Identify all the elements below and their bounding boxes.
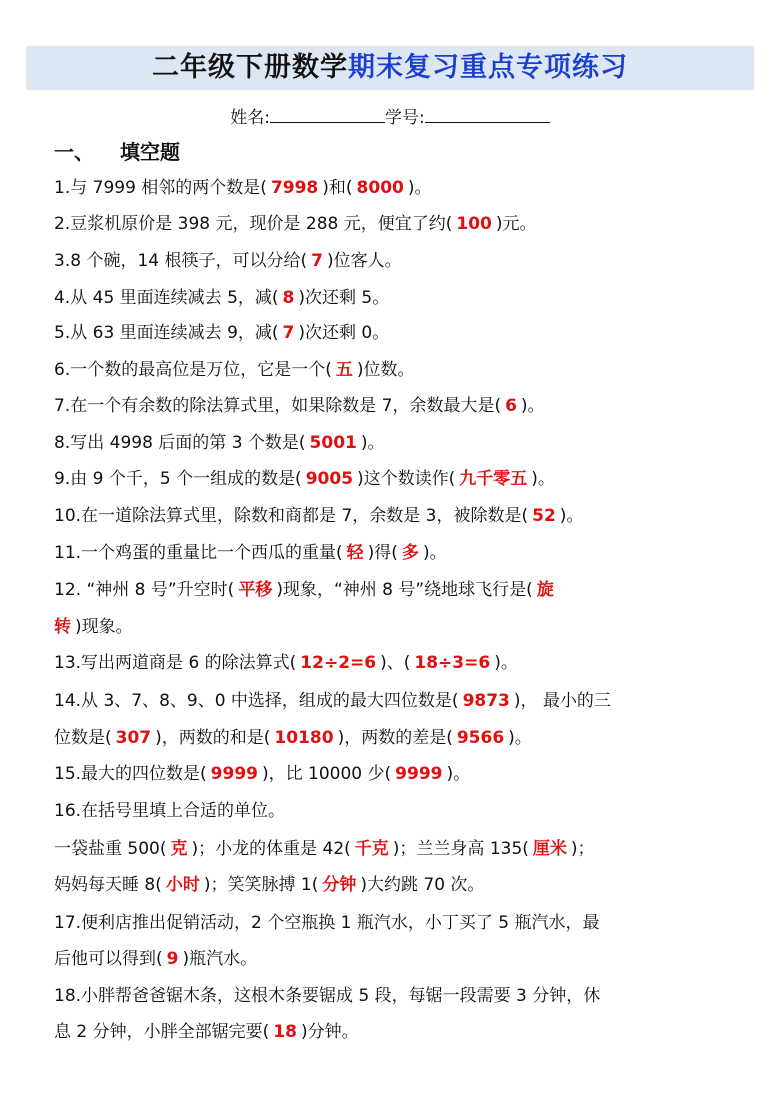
- q18-text-a: 18.小胖帮爸爸锯木条，这根木条要锯成 5 段，每锯一段需要 3 分钟，休: [54, 986, 601, 1006]
- q16-text-l1d: )；: [570, 839, 595, 859]
- q14-answer-4: 9566: [456, 728, 505, 748]
- q8-text-b: )。: [360, 433, 385, 453]
- question-9: [54, 466, 730, 492]
- question-18-line-1: [54, 983, 730, 1009]
- q15-text-b: )，比 10000 少(: [262, 764, 392, 784]
- question-12-line-2: [54, 614, 730, 640]
- question-18-line-2: [54, 1019, 730, 1045]
- question-11: [54, 540, 730, 566]
- q2-text-b: )元。: [495, 214, 537, 234]
- q6-answer-1: 五: [335, 360, 353, 380]
- q13-answer-1: 12÷2=6: [300, 653, 377, 673]
- q4-answer-1: 8: [282, 288, 295, 308]
- q17-text-b: 后他可以得到(: [54, 949, 163, 969]
- q18-text-c: )分钟。: [300, 1022, 359, 1042]
- q14-answer-2: 307: [115, 728, 152, 748]
- q16-answer-5: 分钟: [322, 875, 357, 895]
- q16-text-a: 16.在括号里填上合适的单位。: [54, 801, 286, 821]
- q10-text-a: 10.在一道除法算式里，除数和商都是 7，余数是 3，被除数是(: [54, 506, 529, 526]
- question-12-line-1: [54, 577, 730, 603]
- q13-text-a: 13.写出两道商是 6 的除法算式(: [54, 653, 297, 673]
- section-label: 填空题: [120, 140, 180, 164]
- q1-answer-1: 7998: [270, 178, 319, 198]
- q3-text-b: )位客人。: [326, 251, 402, 271]
- q5-text-b: )次还剩 0。: [298, 323, 390, 343]
- question-1: [54, 175, 730, 201]
- q1-text-b: )和(: [322, 178, 353, 198]
- q15-answer-1: 9999: [210, 764, 258, 784]
- q15-answer-2: 9999: [395, 764, 443, 784]
- q9-answer-1: 9005: [305, 469, 354, 489]
- q7-text-b: )。: [520, 396, 545, 416]
- q16-text-l2c: )大约跳 70 次。: [360, 875, 485, 895]
- q18-answer-1: 18: [273, 1022, 297, 1042]
- id-blank: [425, 104, 550, 123]
- q14-text-a: 14.从 3、7、8、9、0 中选择，组成的最大四位数是(: [54, 691, 459, 711]
- question-15: [54, 761, 730, 787]
- q16-answer-4: 小时: [165, 875, 200, 895]
- question-5: [54, 320, 730, 346]
- q12-text-c: )现象。: [75, 617, 133, 637]
- q12-text-a: 12. “神州 8 号”升空时(: [54, 580, 235, 600]
- question-16-line-2: [54, 836, 730, 862]
- q13-text-b: )、(: [380, 653, 411, 673]
- q16-answer-3: 厘米: [532, 839, 567, 859]
- q12-answer-1: 平移: [238, 580, 273, 600]
- q11-text-a: 11.一个鸡蛋的重量比一个西瓜的重量(: [54, 543, 343, 563]
- q7-answer-1: 6: [505, 396, 517, 416]
- q8-text-a: 8.写出 4998 后面的第 3 个数是(: [54, 433, 306, 453]
- q14-answer-3: 10180: [274, 728, 334, 748]
- q15-text-a: 15.最大的四位数是(: [54, 764, 207, 784]
- q2-answer-1: 100: [456, 214, 492, 234]
- q3-text-a: 3.8 个碗，14 根筷子，可以分给(: [54, 251, 308, 271]
- q16-text-l1c: )；兰兰身高 135(: [392, 839, 529, 859]
- question-3: [54, 248, 730, 274]
- q17-text-c: )瓶汽水。: [182, 949, 258, 969]
- q9-answer-2: 九千零五: [459, 469, 528, 489]
- q4-text-b: )次还剩 5。: [298, 288, 390, 308]
- q11-answer-2: 多: [401, 543, 419, 563]
- page-title: [26, 46, 754, 90]
- question-16-line-3: [54, 872, 730, 898]
- question-14-line-2: [54, 725, 730, 751]
- q1-text-c: )。: [407, 178, 432, 198]
- q9-text-a: 9.由 9 个千，5 个一组成的数是(: [54, 469, 302, 489]
- q13-text-c: )。: [494, 653, 518, 673]
- q14-answer-1: 9873: [462, 691, 510, 711]
- question-14-line-1: [54, 688, 730, 714]
- q16-text-l2a: 妈妈每天睡 8(: [54, 875, 162, 895]
- q1-text-a: 1.与 7999 相邻的两个数是(: [54, 178, 267, 198]
- q5-text-a: 5.从 63 里面连续减去 9，减(: [54, 323, 279, 343]
- title-black: 二年级下册数学: [152, 52, 348, 83]
- q13-answer-2: 18÷3=6: [414, 653, 491, 673]
- section-number: 一、: [54, 140, 94, 164]
- q6-text-b: )位数。: [356, 360, 415, 380]
- q12-answer-2-part-2: 转: [54, 617, 71, 637]
- q2-text-a: 2.豆浆机原价是 398 元，现价是 288 元，便宜了约(: [54, 214, 453, 234]
- question-17-line-1: [54, 910, 730, 936]
- q7-text-a: 7.在一个有余数的除法算式里，如果除数是 7，余数最大是(: [54, 396, 502, 416]
- question-4: [54, 285, 730, 311]
- q9-text-b: )这个数读作(: [357, 469, 456, 489]
- student-info: [0, 104, 780, 131]
- question-10: [54, 503, 730, 529]
- q1-answer-2: 8000: [356, 178, 404, 198]
- q6-text-a: 6.一个数的最高位是万位，它是一个(: [54, 360, 332, 380]
- q16-text-l2b: )；笑笑脉搏 1(: [203, 875, 319, 895]
- question-17-line-2: [54, 946, 730, 972]
- q14-text-e: )，两数的差是(: [337, 728, 453, 748]
- title-blue: 期末复习重点专项练习: [348, 52, 628, 83]
- q10-answer-1: 52: [532, 506, 556, 526]
- name-label: 姓名:: [230, 108, 270, 128]
- q18-text-b: 息 2 分钟，小胖全部锯完要(: [54, 1022, 270, 1042]
- q14-text-c: 位数是(: [54, 728, 112, 748]
- q8-answer-1: 5001: [309, 433, 357, 453]
- q14-text-d: )，两数的和是(: [155, 728, 271, 748]
- q14-text-f: )。: [508, 728, 532, 748]
- name-blank: [270, 104, 385, 123]
- q17-answer-1: 9: [166, 949, 179, 969]
- q11-text-b: )得(: [367, 543, 398, 563]
- q12-answer-2-part-1: 旋: [536, 580, 554, 600]
- q16-answer-2: 千克: [354, 839, 389, 859]
- q3-answer-1: 7: [311, 251, 323, 271]
- question-16: [54, 798, 730, 824]
- title-banner: [26, 46, 754, 90]
- q16-text-l1b: )；小龙的体重是 42(: [191, 839, 351, 859]
- q11-answer-1: 轻: [346, 543, 364, 563]
- q12-text-b: )现象，“神州 8 号”绕地球飞行是(: [276, 580, 533, 600]
- q14-text-b: )， 最小的三: [513, 691, 611, 711]
- q9-text-c: )。: [531, 469, 555, 489]
- question-7: [54, 393, 730, 419]
- q4-text-a: 4.从 45 里面连续减去 5，减(: [54, 288, 279, 308]
- question-8: [54, 430, 730, 456]
- q11-text-c: )。: [422, 543, 447, 563]
- question-2: [54, 211, 730, 237]
- q10-text-b: )。: [559, 506, 584, 526]
- question-13: [54, 650, 730, 676]
- q15-text-c: )。: [446, 764, 471, 784]
- section-heading: [54, 138, 180, 166]
- id-label: 学号:: [385, 108, 425, 128]
- question-6: [54, 357, 730, 383]
- q16-answer-1: 克: [170, 839, 188, 859]
- q5-answer-1: 7: [282, 323, 295, 343]
- q17-text-a: 17.便利店推出促销活动，2 个空瓶换 1 瓶汽水，小丁买了 5 瓶汽水，最: [54, 913, 600, 933]
- q16-text-l1a: 一袋盐重 500(: [54, 839, 167, 859]
